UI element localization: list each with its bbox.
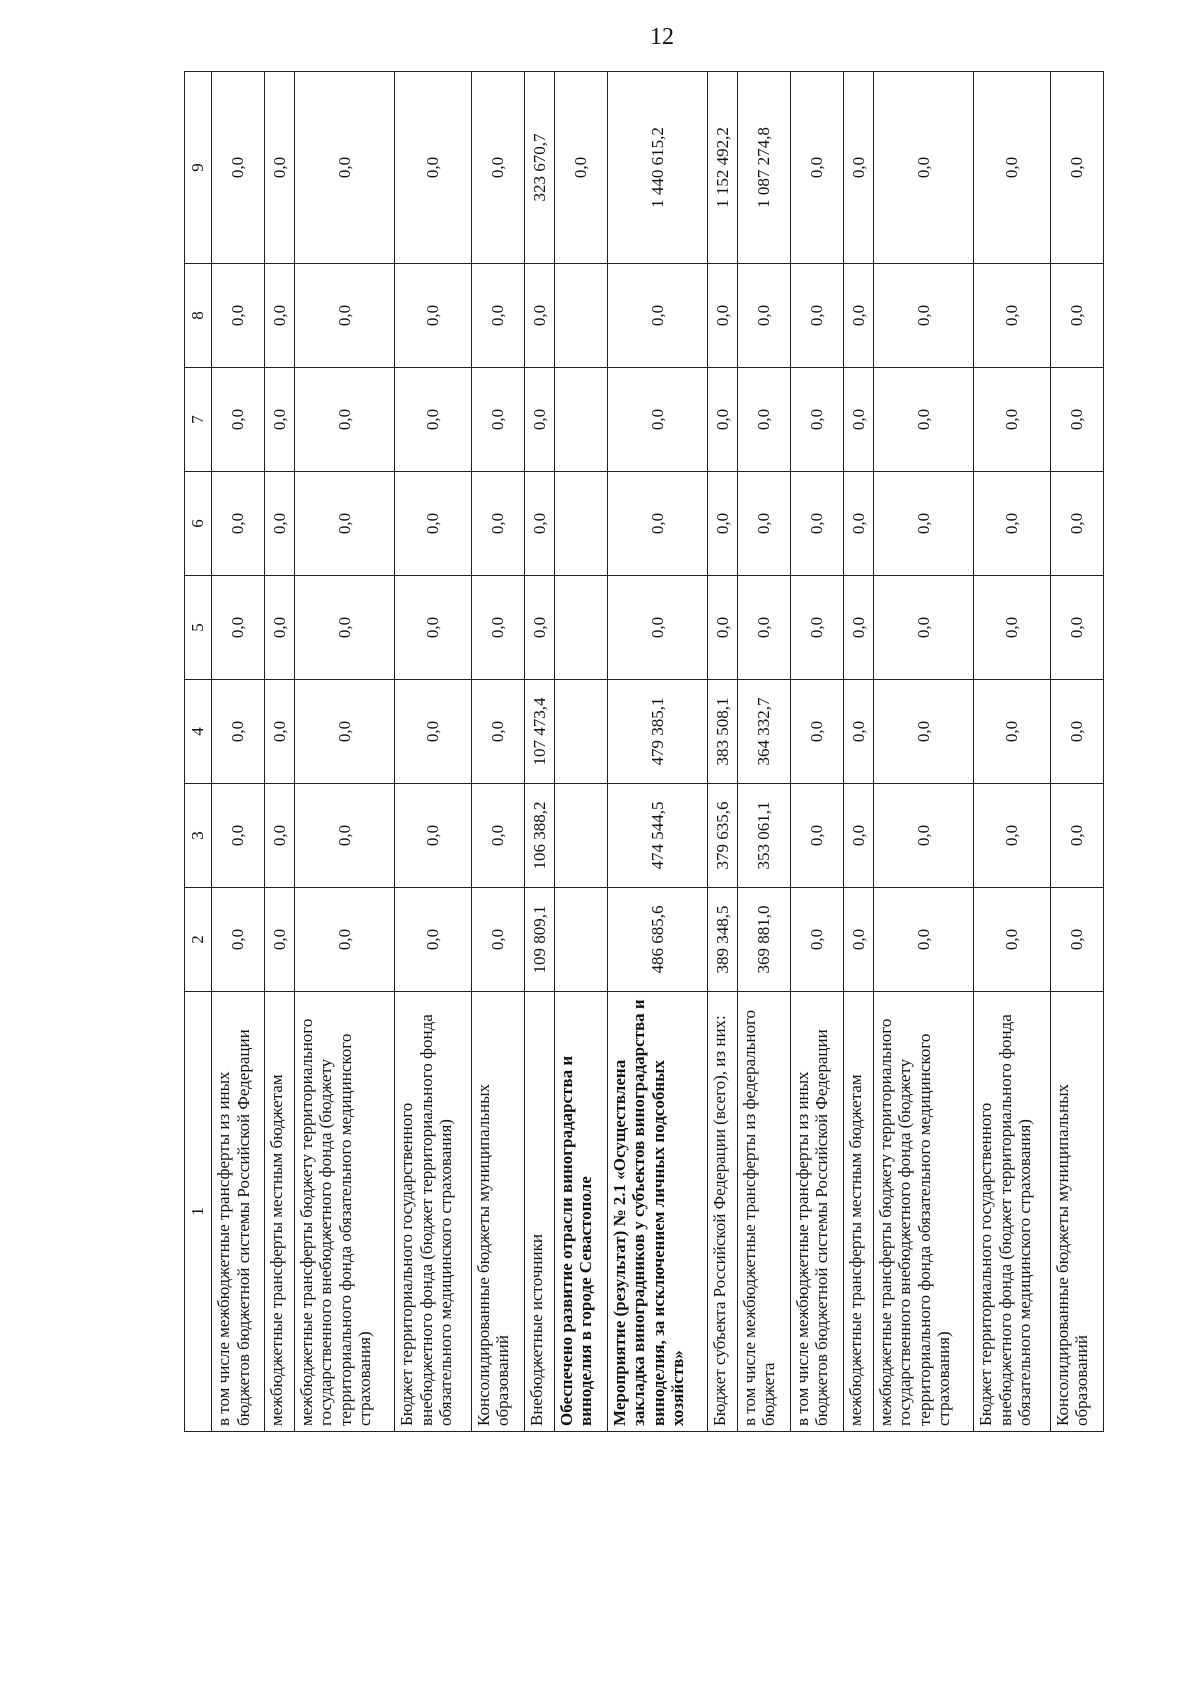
row-value: 0,0 [525,472,555,576]
column-header: 7 [185,368,212,472]
row-value: 0,0 [790,888,843,992]
row-value: 0,0 [294,784,394,888]
row-value: 0,0 [471,368,524,472]
row-value: 106 388,2 [525,784,555,888]
row-value: 0,0 [790,368,843,472]
row-value: 0,0 [471,680,524,784]
row-value: 0,0 [212,368,265,472]
row-value: 0,0 [844,888,874,992]
row-value: 0,0 [395,72,472,264]
row-value: 0,0 [294,472,394,576]
column-header: 6 [185,472,212,576]
table-row [294,72,394,1432]
row-value: 0,0 [525,368,555,472]
row-value: 107 473,4 [525,680,555,784]
row-value: 0,0 [294,72,394,264]
row-value: 1 440 615,2 [607,72,707,264]
row-value: 0,0 [873,576,973,680]
row-value: 0,0 [973,472,1050,576]
table-row [790,72,843,1432]
row-label: в том числе межбюджетные трансферты из федерального бюджета [737,992,790,1432]
column-header: 1 [185,992,212,1432]
row-value: 323 670,7 [525,72,555,264]
row-value: 0,0 [844,472,874,576]
row-value: 0,0 [790,472,843,576]
row-value: 0,0 [790,72,843,264]
row-value [554,472,607,576]
row-label: межбюджетные трансферты местным бюджетам [265,992,295,1432]
row-value: 0,0 [607,576,707,680]
header-row [185,72,212,1432]
row-value: 0,0 [873,72,973,264]
row-value: 0,0 [844,784,874,888]
row-value: 0,0 [1050,680,1103,784]
row-value: 0,0 [737,368,790,472]
row-value: 0,0 [265,680,295,784]
row-value: 0,0 [873,888,973,992]
row-value [554,368,607,472]
row-value: 0,0 [212,680,265,784]
row-value: 0,0 [973,264,1050,368]
table-row [395,72,472,1432]
row-value: 0,0 [1050,72,1103,264]
row-value: 0,0 [844,576,874,680]
table-row [607,72,707,1432]
row-value: 369 881,0 [737,888,790,992]
row-label: межбюджетные трансферты местным бюджетам [844,992,874,1432]
row-value: 0,0 [212,264,265,368]
row-value: 379 635,6 [708,784,738,888]
page-number: 12 [650,24,674,50]
row-value: 0,0 [607,264,707,368]
row-value [554,264,607,368]
row-label: в том числе межбюджетные трансферты из иных бюджетов бюджетной системы Российской Федерации [790,992,843,1432]
row-value: 474 544,5 [607,784,707,888]
column-header: 8 [185,264,212,368]
table-row [1050,72,1103,1432]
column-header: 3 [185,784,212,888]
row-value: 0,0 [265,368,295,472]
row-value: 0,0 [294,264,394,368]
row-value: 0,0 [471,264,524,368]
column-header: 9 [185,72,212,264]
row-value: 0,0 [708,576,738,680]
row-value: 0,0 [265,72,295,264]
budget-table-container [184,72,1104,1432]
row-value: 0,0 [265,784,295,888]
row-label: Внебюджетные источники [525,992,555,1432]
row-value: 0,0 [471,888,524,992]
row-value: 0,0 [873,472,973,576]
row-value: 0,0 [395,472,472,576]
row-value: 0,0 [873,784,973,888]
column-header: 5 [185,576,212,680]
budget-table [184,71,1104,1432]
row-value [554,680,607,784]
row-value: 0,0 [294,368,394,472]
row-value: 0,0 [844,264,874,368]
row-value: 0,0 [708,368,738,472]
row-value [554,576,607,680]
row-value: 0,0 [973,888,1050,992]
row-value: 0,0 [471,784,524,888]
row-value: 0,0 [395,784,472,888]
table-row [873,72,973,1432]
table-row [844,72,874,1432]
row-label: в том числе межбюджетные трансферты из иных бюджетов бюджетной системы Российской Федерации [212,992,265,1432]
row-value: 0,0 [844,72,874,264]
row-value: 109 809,1 [525,888,555,992]
row-value: 0,0 [973,72,1050,264]
row-label: Мероприятие (результат) № 2.1 «Осуществлена закладка виноградников у субъектов виноградарства и виноделия, за исключением личных подсобных хозяйств» [607,992,707,1432]
row-value: 0,0 [1050,784,1103,888]
row-value: 0,0 [525,576,555,680]
row-value: 353 061,1 [737,784,790,888]
row-value: 0,0 [554,72,607,264]
row-label: Бюджет субъекта Российской Федерации (всего), из них: [708,992,738,1432]
row-label: межбюджетные трансферты бюджету территориального государственного внебюджетного фонда (бюджету территориального фонда обязательного медицинского страхования) [873,992,973,1432]
row-value: 0,0 [471,576,524,680]
row-value: 383 508,1 [708,680,738,784]
row-value: 0,0 [1050,576,1103,680]
row-value: 0,0 [844,368,874,472]
row-value: 0,0 [265,576,295,680]
row-value: 0,0 [737,264,790,368]
table-row [708,72,738,1432]
row-value: 0,0 [212,72,265,264]
row-value: 0,0 [265,264,295,368]
row-value: 0,0 [873,680,973,784]
row-value: 0,0 [1050,264,1103,368]
row-value: 0,0 [708,472,738,576]
row-value: 479 385,1 [607,680,707,784]
row-value: 0,0 [395,888,472,992]
row-value: 0,0 [395,368,472,472]
row-label: Консолидированные бюджеты муниципальных образований [471,992,524,1432]
column-header: 4 [185,680,212,784]
row-value: 0,0 [265,472,295,576]
row-value: 0,0 [471,72,524,264]
row-value: 0,0 [1050,472,1103,576]
row-value: 0,0 [525,264,555,368]
row-value: 0,0 [973,576,1050,680]
row-value [554,888,607,992]
table-row [471,72,524,1432]
row-value: 389 348,5 [708,888,738,992]
row-label: Обеспечено развитие отрасли виноградарства и виноделия в городе Севастополе [554,992,607,1432]
row-value: 1 152 492,2 [708,72,738,264]
row-value: 0,0 [790,784,843,888]
row-value: 0,0 [1050,888,1103,992]
row-label: Бюджет территориального государственного внебюджетного фонда (бюджет территориального фонда обязательного медицинского страхования) [395,992,472,1432]
row-value: 364 332,7 [737,680,790,784]
row-value: 0,0 [212,784,265,888]
table-row [554,72,607,1432]
row-value: 0,0 [973,368,1050,472]
table-row [212,72,265,1432]
row-value: 0,0 [294,888,394,992]
column-header: 2 [185,888,212,992]
row-value: 0,0 [212,888,265,992]
row-value: 0,0 [265,888,295,992]
row-value: 0,0 [607,472,707,576]
row-value: 0,0 [973,784,1050,888]
row-value: 0,0 [844,680,874,784]
row-label: Консолидированные бюджеты муниципальных образований [1050,992,1103,1432]
row-value: 0,0 [737,576,790,680]
row-value: 0,0 [873,368,973,472]
row-value: 0,0 [607,368,707,472]
row-value: 0,0 [708,264,738,368]
row-value: 0,0 [790,264,843,368]
row-value: 0,0 [973,680,1050,784]
row-label: Бюджет территориального государственного внебюджетного фонда (бюджет территориального фонда обязательного медицинского страхования) [973,992,1050,1432]
table-row [737,72,790,1432]
row-value: 0,0 [395,680,472,784]
table-body [212,72,1104,1432]
row-value: 0,0 [294,680,394,784]
table-row [265,72,295,1432]
row-value: 0,0 [294,576,394,680]
row-value: 0,0 [873,264,973,368]
row-value [554,784,607,888]
row-value: 0,0 [212,472,265,576]
row-value: 0,0 [212,576,265,680]
row-label: межбюджетные трансферты бюджету территориального государственного внебюджетного фонда (бюджету территориального фонда обязательного медицинского страхования) [294,992,394,1432]
row-value: 0,0 [790,576,843,680]
row-value: 0,0 [737,472,790,576]
row-value: 0,0 [395,576,472,680]
table-row [525,72,555,1432]
row-value: 486 685,6 [607,888,707,992]
row-value: 0,0 [471,472,524,576]
row-value: 0,0 [790,680,843,784]
table-row [973,72,1050,1432]
row-value: 0,0 [1050,368,1103,472]
row-value: 0,0 [395,264,472,368]
row-value: 1 087 274,8 [737,72,790,264]
